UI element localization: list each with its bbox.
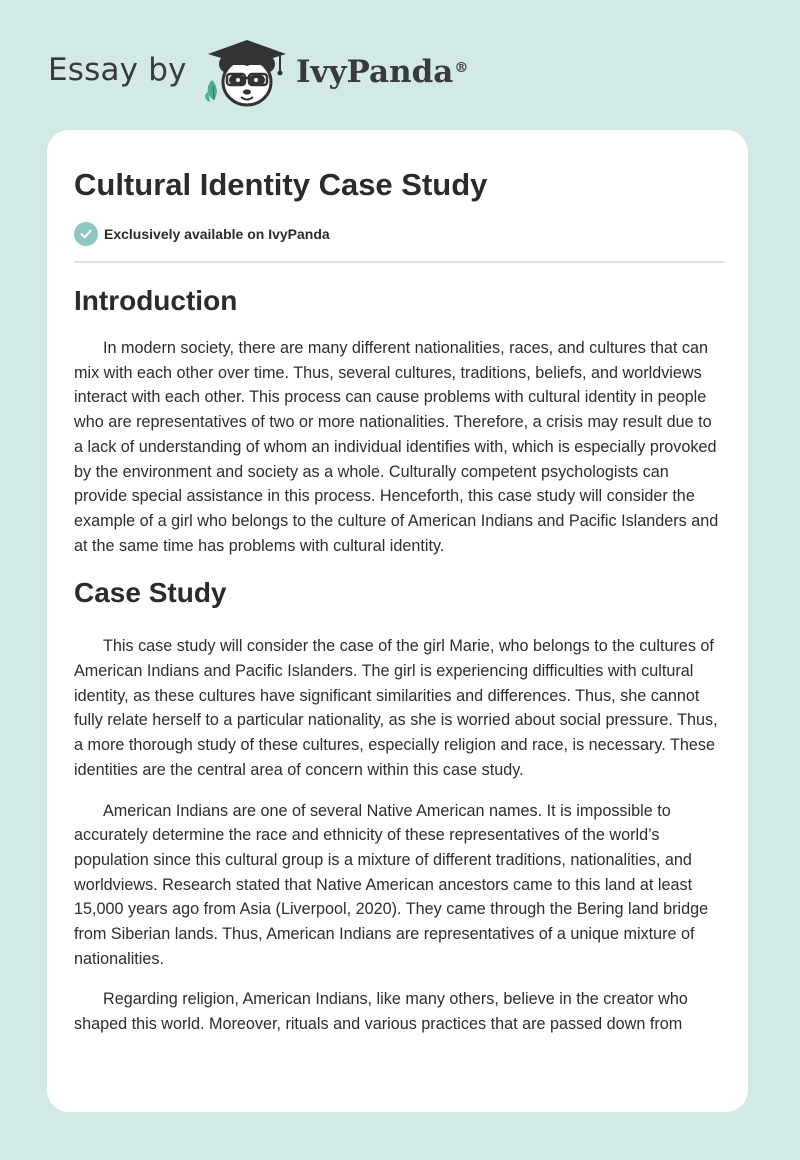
exclusive-badge [74,221,330,247]
paragraph: In modern society, there are many different nationalities, races, and cultures that can mix with each other over time. Thus, several cultures, traditions, beliefs, and worldviews interact with each other. This process can cause problems with cultural identity in people who are representatives of two or more nationalities. Therefore, a crisis may result due to a lack of understanding of whom an individual identifies with, which is especially provoked by the environment and society as a whole. Culturally competent psychologists can provide special assistance in this process. Henceforth, this case study will consider the example of a girl who belongs to the culture of American Indians and Pacific Islanders and at the same time has problems with cultural identity. [74,339,719,555]
check-circle-icon [74,222,98,246]
section-heading-case-study: Case Study [74,577,227,609]
article-body [74,280,724,1037]
panda-logo-icon[interactable] [200,36,292,110]
brand-name[interactable] [296,52,468,92]
essay-by-label: Essay by [48,52,187,88]
section-heading-introduction: Introduction [74,285,238,316]
paragraph: American Indians are one of several Native American names. It is impossible to accurately determine the race and ethnicity of these representatives of the world’s population since this cultural group is a mixture of different traditions, nationalities, and worldviews. Research stated that Native American ancestors came to this land at least 15,000 years ago from Asia (Liverpool, 2020). They came through the Bering land bridge from Siberian lands. Thus, American Indians are representatives of a unique mixture of nationalities. [74,801,709,968]
brand-text: IvyPanda [296,54,454,90]
paragraph: This case study will consider the case of the girl Marie, who belongs to the cultures of American Indians and Pacific Islanders. The girl is experiencing difficulties with cultural identity, as these cultures have significant similarities and differences. Thus, she cannot fully relate herself to a particular nationality, as she is worried about social pressure. Thus, a more thorough study of these cultures, especially religion and race, is necessary. These identities are the central area of concern within this case study. [74,637,718,779]
divider [74,261,724,263]
registered-mark: ® [454,60,469,76]
page-title: Cultural Identity Case Study [74,167,488,202]
site-header [0,0,800,120]
badge-label: Exclusively available on IvyPanda [104,226,330,242]
paragraph: Regarding religion, American Indians, like many others, believe in the creator who shaped this world. Moreover, rituals and various practices that are passed down from [74,990,688,1034]
article-card [47,130,748,1112]
